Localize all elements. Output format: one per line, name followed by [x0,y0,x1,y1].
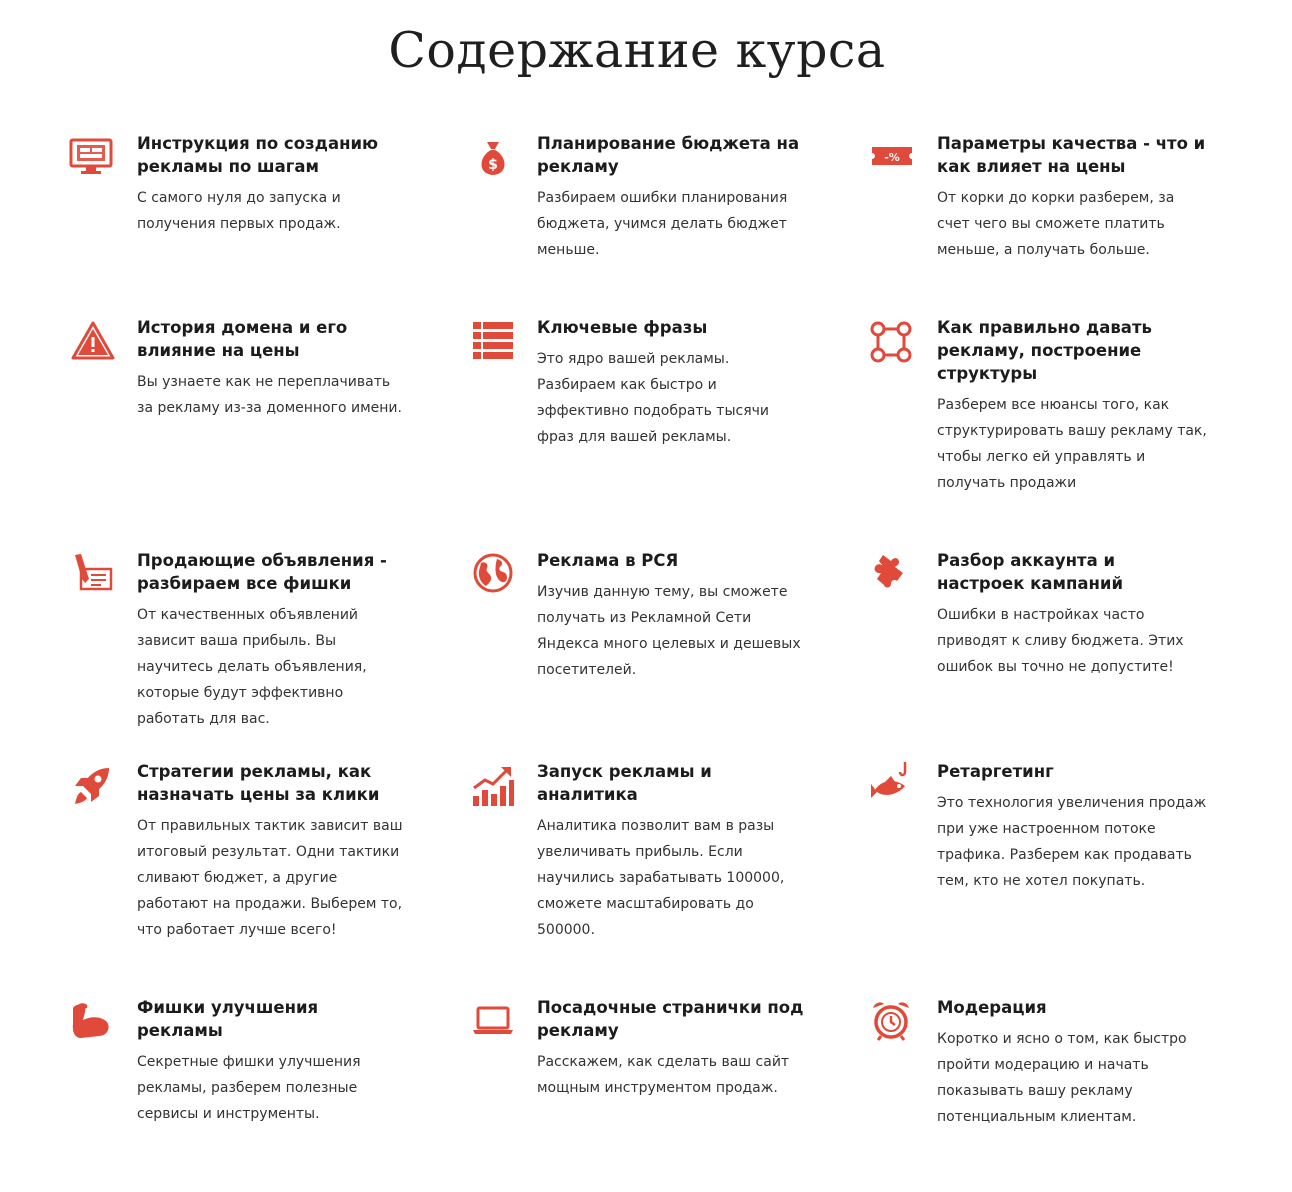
muscle-arm-icon [69,998,113,1042]
item-title: Ретаргетинг [937,762,1054,781]
item-title: Посадочные странички под рекламу [537,998,804,1040]
course-item-keywords [537,314,807,450]
item-description: С самого нуля до запуска и получения первых продаж. [137,190,341,232]
svg-text:-%: -% [884,151,900,164]
item-title: Продающие объявления - разбираем все фишки [137,551,387,593]
discount-ticket-icon [870,134,914,178]
item-title: Инструкция по созданию рекламы по шагам [137,134,379,176]
globe-icon [471,551,515,595]
item-description: Разбираем ошибки планирования бюджета, учимся делать бюджет меньше. [537,190,788,258]
item-description: Вы узнаете как не переплачивать за рекламу из-за доменного имени. [137,374,402,416]
item-title: Планирование бюджета на рекламу [537,134,800,176]
course-item-ad-tricks [137,994,407,1127]
course-item-structure [937,314,1209,496]
rocket-icon [71,764,115,808]
item-description: Изучив данную тему, вы сможете получать из Рекламной Сети Яндекса много целевых и дешевых посетителей. [537,584,801,678]
item-title: Модерация [937,998,1047,1017]
structure-icon [869,320,913,364]
course-item-domain-history [137,314,407,421]
item-description: Коротко и ясно о том, как быстро пройти модерацию и начать показывать вашу рекламу потенциальным клиентам. [937,1031,1187,1125]
item-description: От качественных объявлений зависит ваша прибыль. Вы научитесь делать объявления, которые будут эффективно работать для вас. [137,607,367,727]
money-bag-icon [471,136,515,180]
course-item-ad-instruction [137,130,407,237]
item-description: Это технология увеличения продаж при уже настроенном потоке трафика. Разберем как продавать тем, кто не хотел покупать. [937,795,1207,889]
page-title: Содержание курса [388,22,886,79]
item-description: Секретные фишки улучшения рекламы, разберем полезные сервисы и инструменты. [137,1054,361,1122]
item-description: Расскажем, как сделать ваш сайт мощным инструментом продаж. [537,1054,790,1096]
course-item-account-review [937,547,1207,680]
item-title: Как правильно давать рекламу, построение структуры [937,318,1152,383]
monitor-icon [69,134,113,178]
item-description: Аналитика позволит вам в разы увеличивать прибыль. Если научились зарабатывать 100000, сможете масштабировать до 500000. [537,818,785,938]
course-item-selling-ads [137,547,409,732]
course-item-moderation [937,994,1207,1130]
course-item-launch-analytics [537,758,809,943]
puzzle-icon [869,549,913,593]
course-item-rsya [537,547,809,683]
item-title: Параметры качества - что и как влияет на цены [937,134,1206,176]
item-description: Разберем все нюансы того, как структурировать вашу рекламу так, чтобы легко ей управлять и получать продажи [937,397,1207,491]
course-item-strategies [137,758,407,943]
list-icon [471,318,515,362]
item-title: История домена и его влияние на цены [137,318,348,360]
growth-chart-icon [471,764,515,808]
item-description: Ошибки в настройках часто приводят к сливу бюджета. Этих ошибок вы точно не допустите! [937,607,1184,675]
item-title: Ключевые фразы [537,318,708,337]
svg-text:$: $ [488,157,498,173]
item-title: Стратегии рекламы, как назначать цены за клики [137,762,380,804]
pen-document-icon [71,551,115,595]
course-item-retargeting [937,758,1207,894]
item-title: Запуск рекламы и аналитика [537,762,712,804]
item-description: От корки до корки разберем, за счет чего вы сможете платить меньше, а получать больше. [937,190,1175,258]
fish-hook-icon [869,760,913,804]
item-title: Разбор аккаунта и настроек кампаний [937,551,1124,593]
warning-icon [71,320,115,364]
item-title: Фишки улучшения рекламы [137,998,319,1040]
laptop-icon [471,998,515,1042]
item-description: От правильных тактик зависит ваш итоговый результат. Одни тактики сливают бюджет, а другие работают на продажи. Выберем то, что работает лучше всего! [137,818,403,938]
course-item-budget [488,130,807,263]
alarm-clock-icon [869,998,913,1042]
item-description: Это ядро вашей рекламы. Разбираем как быстро и эффективно подобрать тысячи фраз для вашей рекламы. [537,351,769,445]
course-item-landing-pages [537,994,807,1101]
course-item-quality [884,130,1207,263]
item-title: Реклама в РСЯ [537,551,679,570]
